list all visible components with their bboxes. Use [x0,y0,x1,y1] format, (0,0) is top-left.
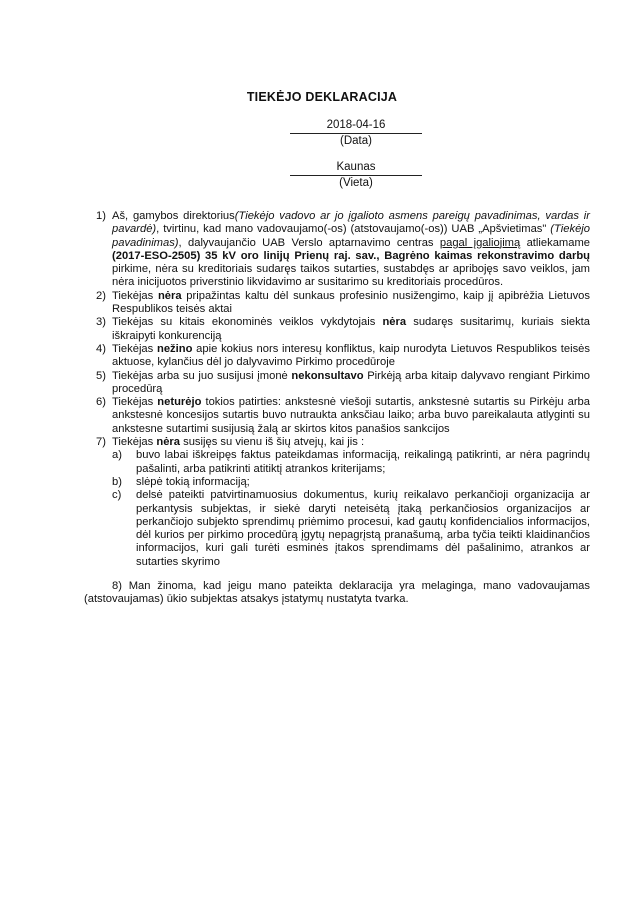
place-label: (Vieta) [339,177,373,189]
declaration-item [84,316,590,343]
item-text: Tiekėjas [112,396,158,409]
item-text: Tiekėjas [112,289,158,302]
sub-item-letter: b) [112,475,122,488]
sub-item-text: buvo labai iškreipęs faktus pateikdamas informaciją, reikalingą patikrinti, ar nėra pagrindų pašalinti, arba patikrinti atitiktį atrankos kriterijams; [136,449,590,475]
sub-item-letter: a) [112,449,122,462]
declaration-item [84,396,590,436]
declaration-item [84,370,590,397]
item-text: nežino [157,342,193,355]
declaration-item [84,290,590,317]
item-text: pirkime, nėra su kreditoriais sudaręs taikos sutarties, sustabdęs ar apribojęs savo veiklos, jam nėra inicijuotos priverstinio likvidavimo ar susitarimo su kreditoriais procedūros. [112,263,590,289]
item-text: nėra [156,436,180,449]
item-text: Tiekėjas [112,436,157,449]
item-text: Aš, gamybos direktorius [112,210,235,222]
item-text: (Tiekėjo vadovo ar jo įgalioto asmens pareigų pavadinimas, vardas ir pavardė) [112,210,590,236]
place-value: Kaunas [290,160,422,176]
item-text: Tiekėjas [112,342,157,355]
item-text: Tiekėjas su kitais ekonominės veiklos vykdytojais [112,316,383,329]
item-text: nėra [382,316,407,329]
item-text: apie kokius nors interesų konfliktus, kaip nurodyta Lietuvos Respublikos teisės aktuose, kylančius dėl jo dalyvavimo Pirkimo procedūroje [112,342,590,369]
item-text: pripažintas kaltu dėl sunkaus profesinio nusižengimo, kaip jį apibrėžia Lietuvos Respublikos teisės aktai [112,289,590,316]
item-number: 7) [96,436,106,449]
item-text: neturėjo [157,396,202,409]
sub-item [112,449,590,476]
item-text: Pirkėją arba kitaip dalyvavo rengiant Pirkimo procedūrą [112,369,591,395]
date-value: 2018-04-16 [290,118,422,134]
sub-item-letter: c) [112,489,122,502]
item-text: , tvirtinu, kad mano vadovaujamo(-os) (atstovaujamo(-os)) UAB „Apšvietimas" [156,223,547,236]
declaration-item [84,210,590,290]
sub-item [112,489,590,569]
item-text: Tiekėjas arba su juo susijusi įmonė [112,369,292,382]
declaration-item [84,436,590,569]
item-number: 5) [96,369,106,382]
sub-item-text: delsė pateikti patvirtinamuosius dokumentus, kurių reikalavo perkančioji organizacija ar perkantysis subjektas, ir siekė daryti neteisėtą įtaką perkančiosios organizacijos ar perkančiojo subjekto sprendimų priėmimo procesui, kad gautų konfidencialios informacijos, dėl kurios per pirkimo procedūrą įgytų nepagrįstą pranašumą, arba tyčia teikti klaidinančios informacijos, kuri gali turėti esminės įtakos sprendimams dėl pašalinimo, atrankos ar sutarties skyrimo [136,489,590,568]
final-statement: 8) Man žinoma, kad jeigu mano pateikta deklaracija yra melaginga, mano vadovaujamas (atstovaujamas) ūkio subjektas atsakys įstatymų nustatyta tvarka. [84,580,590,606]
item-text: tokios patirties: ankstesnė viešoji sutartis, ankstesnė sutartis su Pirkėju arba ankstesnė koncesijos sutartis buvo nutraukta anksčiau laiko; arba buvo pareikalauta atlyginti su ankstesne sutartimi susijusią žalą ar skirtos kitos panašios sankcijos [112,396,590,435]
date-field [290,118,422,148]
item-number: 3) [96,316,106,329]
item-text: nekonsultavo [291,369,364,382]
document-title: TIEKĖJO DEKLARACIJA [246,90,398,104]
date-label: (Data) [340,135,372,147]
item-number: 4) [96,342,106,355]
item-text: sudaręs susitarimų, kuriais siekta iškraipyti konkurenciją [112,316,591,342]
item-text: susijęs su vienu iš šių atvejų, kai jis : [180,436,365,449]
item-number: 1) [96,210,106,222]
item-number: 6) [96,396,106,409]
sub-item [112,476,590,489]
item-text: , dalyvaujančio UAB Verslo aptarnavimo centras [178,236,440,249]
item-number: 2) [96,289,106,302]
item-text: atliekamame [520,236,591,249]
declaration-list [84,210,590,569]
declaration-item [84,343,590,370]
sub-item-text: slėpė tokią informaciją; [136,475,250,488]
item-text: (2017-ESO-2505) 35 kV oro linijų Prienų raj. sav., Bagrėno kaimas rekonstravimo darbų [112,249,590,262]
item-text: nėra [157,289,182,302]
item-text: (Tiekėjo pavadinimas) [112,223,590,249]
item-text: pagal įgaliojimą [439,236,521,249]
place-field [290,160,422,190]
